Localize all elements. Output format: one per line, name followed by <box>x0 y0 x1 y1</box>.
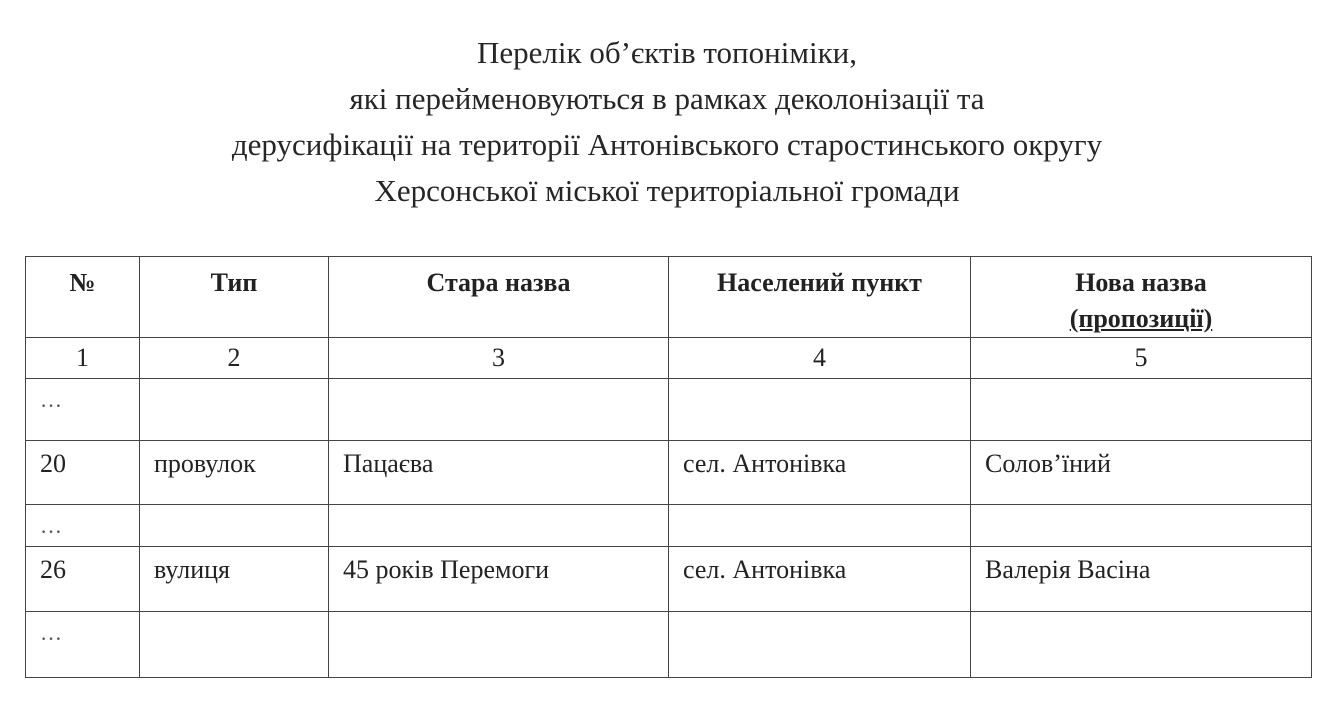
table-row <box>26 379 1312 441</box>
row-settlement <box>669 505 971 547</box>
column-number: 2 <box>140 338 329 379</box>
table-row <box>26 441 1312 505</box>
row-type <box>140 379 329 441</box>
row-new-name: Валерія Васіна <box>971 547 1312 612</box>
header-number: № <box>26 257 140 338</box>
column-number: 5 <box>971 338 1312 379</box>
row-type <box>140 612 329 678</box>
table-row <box>26 505 1312 547</box>
title-line-3: дерусифікації на території Антонівського старостинського округу <box>231 127 1103 162</box>
row-settlement: сел. Антонівка <box>669 441 971 505</box>
row-number: … <box>26 505 140 547</box>
table-header-row <box>26 257 1312 338</box>
row-new-name <box>971 379 1312 441</box>
header-old-name: Стара назва <box>329 257 669 338</box>
title-line-2: які перейменовуються в рамках деколонізації та <box>349 81 985 116</box>
row-type: провулок <box>140 441 329 505</box>
row-settlement: сел. Антонівка <box>669 547 971 612</box>
row-number: … <box>26 612 140 678</box>
row-type: вулиця <box>140 547 329 612</box>
column-number-row <box>26 338 1312 379</box>
column-number: 1 <box>26 338 140 379</box>
column-number: 4 <box>669 338 971 379</box>
table-row <box>26 547 1312 612</box>
header-new-name <box>971 257 1312 338</box>
row-settlement <box>669 379 971 441</box>
title-line-4: Херсонської міської територіальної громади <box>374 173 960 208</box>
header-new-name-line-2: (пропозиції) <box>1069 304 1213 333</box>
header-settlement: Населений пункт <box>669 257 971 338</box>
row-settlement <box>669 612 971 678</box>
row-old-name: Пацаєва <box>329 441 669 505</box>
column-number: 3 <box>329 338 669 379</box>
title-line-1: Перелік об’єктів топоніміки, <box>477 35 857 70</box>
row-new-name: Солов’їний <box>971 441 1312 505</box>
row-old-name <box>329 612 669 678</box>
row-old-name <box>329 379 669 441</box>
row-number: … <box>26 379 140 441</box>
header-new-name-line-1: Нова назва <box>1075 268 1207 297</box>
row-number: 20 <box>26 441 140 505</box>
document-title <box>0 30 1334 214</box>
row-old-name <box>329 505 669 547</box>
row-old-name: 45 років Перемоги <box>329 547 669 612</box>
row-new-name <box>971 612 1312 678</box>
toponymy-table <box>25 256 1312 678</box>
header-type: Тип <box>140 257 329 338</box>
row-new-name <box>971 505 1312 547</box>
table-row <box>26 612 1312 678</box>
row-number: 26 <box>26 547 140 612</box>
row-type <box>140 505 329 547</box>
